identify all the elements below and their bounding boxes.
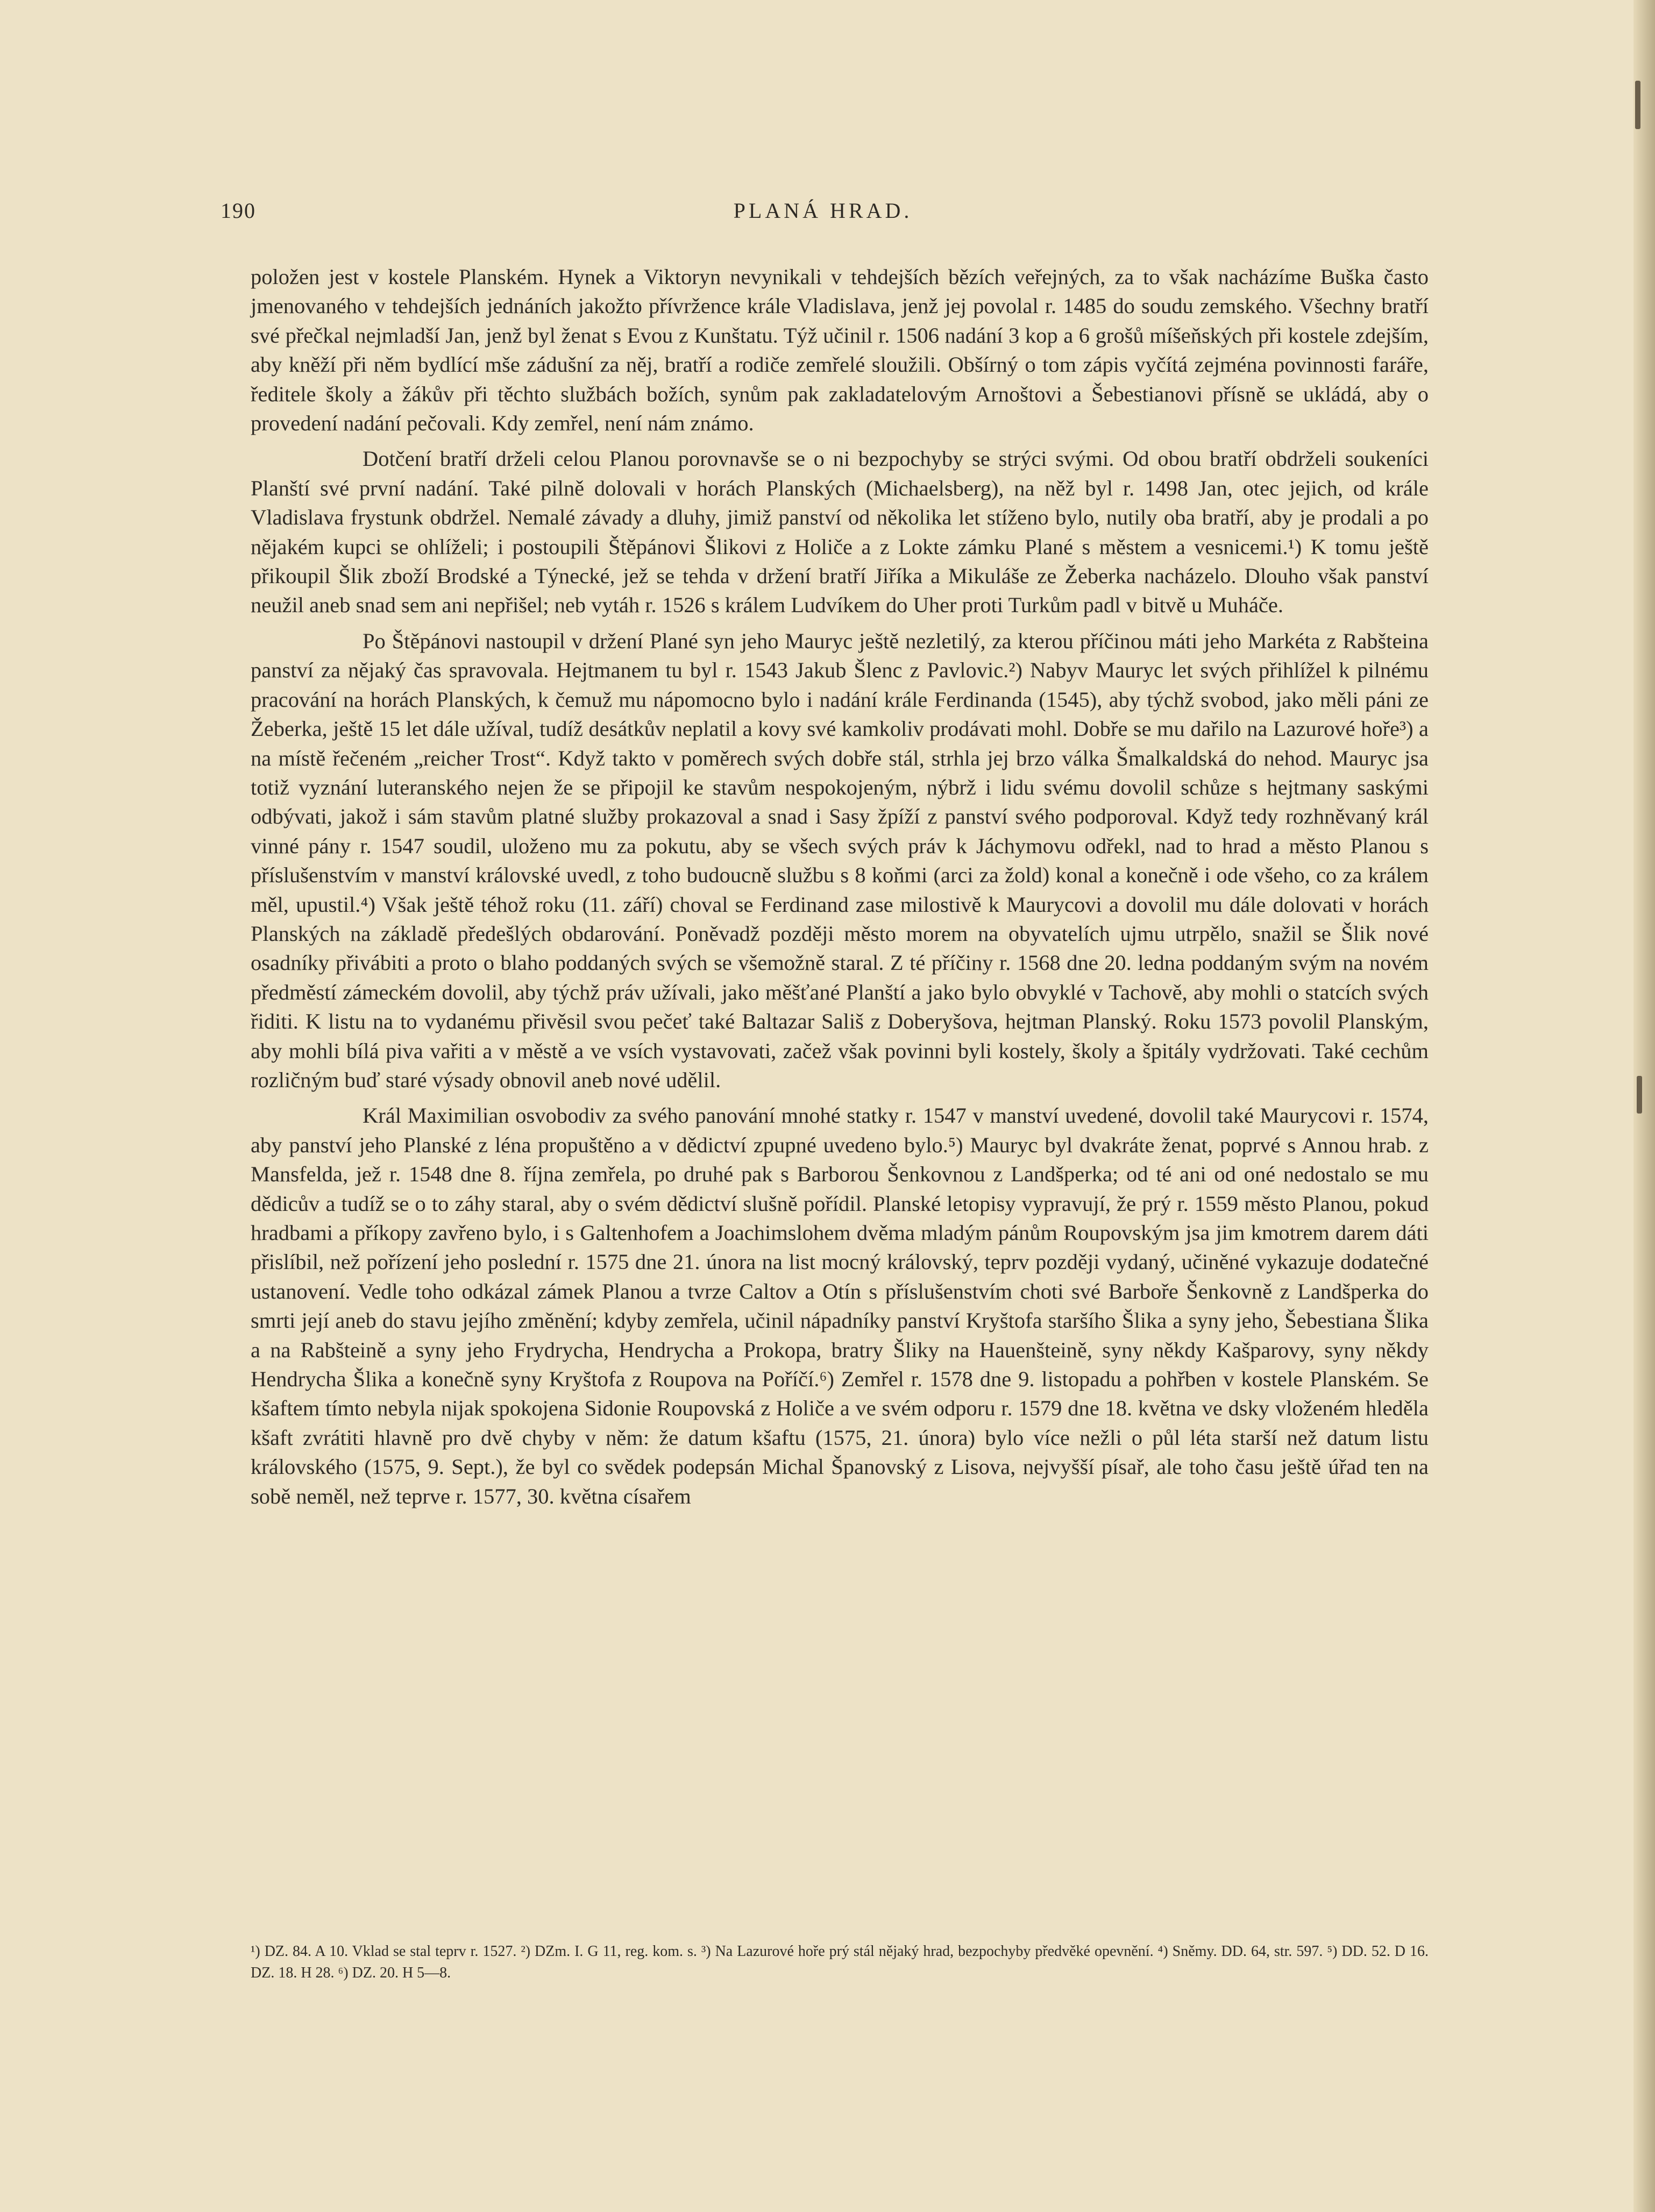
running-title: PLANÁ HRAD. (733, 198, 913, 223)
paragraph: položen jest v kostele Planském. Hynek a Viktoryn nevynikali v tehdejších bězích veřejných, za to však nacházíme Buška často jmenovaného v tehdejších jednáních jakožto přívržence krále Vladislava, jenž jej povolal r. 1485 do soudu zemského. Všechny bratří své přečkal nejmladší Jan, jenž byl ženat s Evou z Kunštatu. Týž učinil r. 1506 nadání 3 kop a 6 grošů míšeňských při kostele zdejším, aby kněží při něm bydlící mše zádušní za něj, bratří a rodiče zemřelé sloužili. Obšírný o tom zápis vyčítá zejména povinnosti faráře, ředitele školy a žákův při těchto službách božích, synům pak zakladatelovým Arnoštovi a Šebestianovi přísně se ukládá, aby o provedení nadání pečovali. Kdy zemřel, není nám známo. (251, 265, 1429, 436)
paragraph: Král Maximilian osvobodiv za svého panování mnohé statky r. 1547 v manství uvedené, dovolil také Maurycovi r. 1574, aby panství jeho Planské z léna propuštěno a v dědictví zpupné uvedeno bylo.⁵) Mauryc byl dvakráte ženat, poprvé s Annou hrab. z Mansfelda, jež r. 1548 dne 8. října zemřela, po druhé pak s Barborou Šenkovnou z Landšperka; od té ani od oné nedostalo se mu dědicův a tudíž se o to záhy staral, aby o svém dědictví slušně pořídil. Planské letopisy vypravují, že prý r. 1559 město Planou, pokud hradbami a příkopy zavřeno bylo, i s Galtenhofem a Joachimslohem dvěma mladým pánům Roupovským jsa jim kmotrem darem dáti přislíbil, než pořízení jeho poslední r. 1575 dne 21. února na list mocný královský, teprv později vydaný, učiněné vykazuje dodatečné ustanovení. Vedle toho odkázal zámek Planou a tvrze Caltov a Otín s příslušenstvím choti své Barboře Šenkovně z Landšperka do smrti její aneb do stavu jejího změnění; kdyby zemřela, učinil nápadníky panství Kryštofa staršího Šlika a syny jeho, Šebestiana Šlika a na Rabšteině a syny jeho Frydrycha, Hendrycha a Prokopa, bratry Šliky na Hauenšteině, syny někdy Kašparovy, syny někdy Hendrycha Šlika a konečně syny Kryštofa z Roupova na Poříčí.⁶) Zemřel r. 1578 dne 9. listopadu a pohřben v kostele Planském. Se kšaftem tímto nebyla nijak spokojena Sidonie Roupovská z Holiče a ve svém odporu r. 1579 dne 18. května ve dsky vloženém hleděla kšaft zvrátiti hlavně pro dvě chyby v něm: že datum kšaftu (1575, 21. února) bylo více nežli o půl léta starší než datum listu královského (1575, 9. Sept.), že byl co svědek podepsán Michal Španovský z Lisova, nejvyšší písař, ale toho času ještě úřad ten na sobě neměl, než teprve r. 1577, 30. května císařem (251, 1103, 1429, 1508)
margin-mark (1635, 81, 1640, 129)
margin-mark (1637, 1076, 1642, 1114)
paragraph: Po Štěpánovi nastoupil v držení Plané syn jeho Mauryc ještě nezletilý, za kterou příčinou máti jeho Markéta z Rabšteina panství za nějaký čas spravovala. Hejtmanem tu byl r. 1543 Jakub Šlenc z Pavlovic.²) Nabyv Mauryc let svých přihlížel k pilnému pracování na horách Planských, k čemuž mu nápomocno bylo i nadání krále Ferdinanda (1545), aby týchž svobod, jako měli páni ze Žeberka, ještě 15 let dále užíval, tudíž desátkův neplatil a kovy své kamkoliv prodávati mohl. Dobře se mu dařilo na Lazurové hoře³) a na místě řečeném „reicher Trost“. Když takto v poměrech svých dobře stál, strhla jej brzo válka Šmalkaldská do nehod. Mauryc jsa totiž vyznání luteranského nejen že se připojil ke stavům nespokojeným, nýbrž i lidu svému dovolil schůze s hejtmany saskými odbývati, jakož i sám stavům platné služby prokazoval a snad i Sasy žpíží z panství svého podporoval. Když tedy rozhněvaný král vinné pány r. 1547 soudil, uloženo mu za pokutu, aby se všech svých práv k Jáchymovu odřekl, nad to hrad a město Planou s příslušenstvím v manství královské uvedl, z toho budoucně službu s 8 koňmi (arci za žold) konal a konečně i ode všeho, co za králem měl, upustil.⁴) Však ještě téhož roku (11. září) choval se Ferdinand zase milostivě k Maurycovi a dovolil mu dále dolovati v horách Planských na základě předešlých obdarování. Poněvadž později město morem na obyvatelích ujmu utrpělo, snažil se Šlik nové osadníky přivábiti a proto o blaho poddaných svých se všemožně staral. Z té příčiny r. 1568 dne 20. ledna poddaným svým na novém předměstí zámeckém dovolil, aby týchž práv užívali, jako měšťané Planští a jako bylo obvyklé v Tachově, aby mohli o statcích svých řiditi. K listu na to vydanému přivěsil svou pečeť také Baltazar Sališ z Doberyšova, hejtman Planský. Roku 1573 povolil Planským, aby mohli bílá piva vařiti a v městě a ve vsích vystavovati, začež však povinni byli kostely, školy a špitály vydržovati. Také cechům rozličným buď staré výsady obnovil aneb nové udělil. (251, 628, 1429, 1092)
page-number: 190 (221, 198, 256, 223)
paragraph: Dotčení bratří drželi celou Planou porovnavše se o ni bezpochyby se strýci svými. Od obou bratří obdrželi soukeníci Planští své první nadání. Také pilně dolovali v horách Planských (Michaelsberg), na něž byl r. 1498 Jan, otec jejich, od krále Vladislava frystunk obdržel. Nemalé závady a dluhy, jimiž panství od několika let stíženo bylo, nutily oba bratří, aby je prodali a po nějakém kupci se ohlíželi; i postoupili Štěpánovi Šlikovi z Holiče a z Lokte zámku Plané s městem a vesnicemi.¹) K tomu ještě přikoupil Šlik zboží Brodské a Týnecké, jež se tehda v držení bratří Jiříka a Mikuláše ze Žeberka nacházelo. Dlouho však panství neužil aneb snad sem ani nepřišel; neb vytáh r. 1526 s králem Ludvíkem do Uher proti Turkům padl v bitvě u Muháče. (251, 446, 1429, 618)
body-text (251, 263, 1429, 1511)
footnotes: ¹) DZ. 84. A 10. Vklad se stal teprv r. 1527. ²) DZm. I. G 11, reg. kom. s. ³) Na Lazurové hoře prý stál nějaký hrad, bezpochyby předvěké opevnění. ⁴) Sněmy. DD. 64, str. 597. ⁵) DD. 52. D 16. DZ. 18. H 28. ⁶) DZ. 20. H 5—8. (251, 1943, 1429, 1981)
page-header (221, 198, 1425, 230)
